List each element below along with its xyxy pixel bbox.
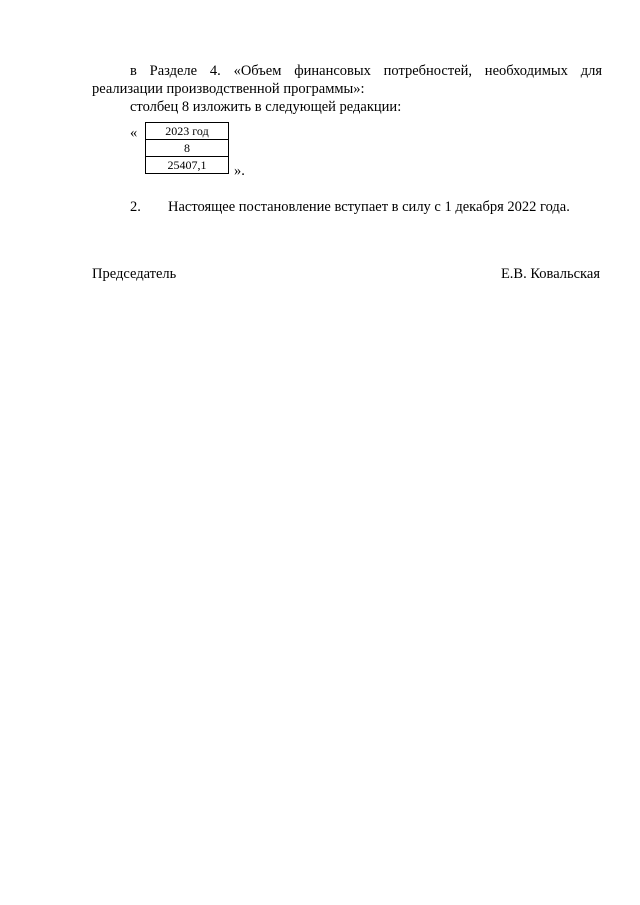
item-text: Настоящее постановление вступает в силу с 1 декабря 2022 года. (168, 199, 570, 215)
signatory-title: Председатель (92, 266, 177, 282)
column-instruction: столбец 8 изложить в следующей редакции: (130, 99, 402, 115)
opening-quote: « (130, 125, 138, 141)
table-cell-year: 2023 год (146, 123, 229, 140)
item-number: 2. (130, 199, 141, 215)
table-cell-value: 25407,1 (146, 157, 229, 174)
signatory-name: Е.В. Ковальская (500, 266, 600, 282)
section-paragraph: в Разделе 4. «Объем финансовых потребностей, необходимых для реализации производственной программы»: (92, 63, 602, 97)
table-row (146, 157, 229, 174)
closing-quote: ». (234, 163, 245, 179)
table-row (146, 140, 229, 157)
amendment-table (145, 122, 229, 174)
table-cell-column-number: 8 (146, 140, 229, 157)
table-row (146, 123, 229, 140)
